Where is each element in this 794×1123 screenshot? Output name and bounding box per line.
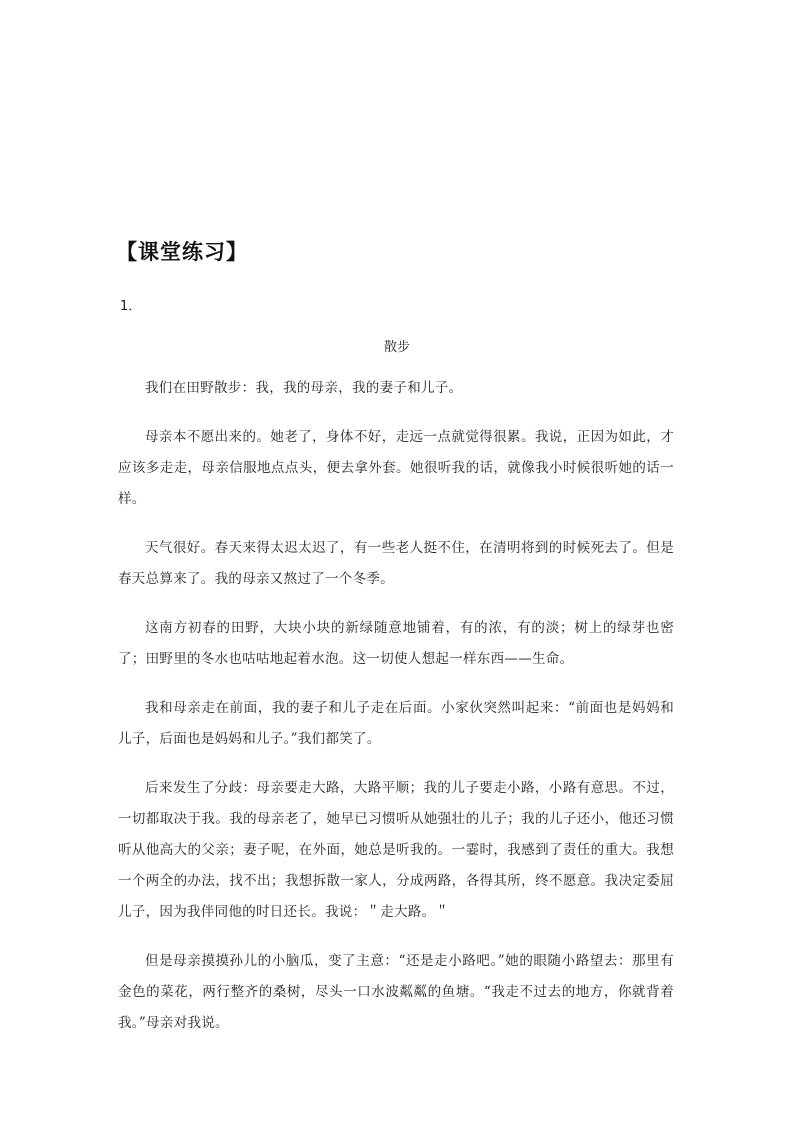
essay-title: 散步 <box>383 340 410 355</box>
essay-body <box>118 373 674 1057</box>
essay-paragraph-3: 天气很好。春天来得太迟太迟了，有一些老人挺不住，在清明将到的时候死去了。但是春天总算来了。我的母亲又熬过了一个冬季。 <box>118 540 674 587</box>
question-number: 1． <box>120 299 142 314</box>
essay-paragraph-4: 这南方初春的田野，大块小块的新绿随意地铺着，有的浓，有的淡；树上的绿芽也密了；田野里的冬水也咕咕地起着水泡。这一切使人想起一样东西——生命。 <box>118 620 674 667</box>
essay-paragraph-1: 我们在田野散步：我，我的母亲，我的妻子和儿子。 <box>145 380 463 396</box>
essay-paragraph-5: 我和母亲走在前面，我的妻子和儿子走在后面。小家伙突然叫起来：“前面也是妈妈和儿子，后面也是妈妈和儿子。”我们都笑了。 <box>118 700 674 747</box>
section-heading: 【课堂练习】 <box>116 240 248 264</box>
essay-paragraph-6: 后来发生了分歧：母亲要走大路，大路平顺；我的儿子要走小路，小路有意思。不过，一切都取决于我。我的母亲老了，她早已习惯听从她强壮的儿子；我的儿子还小，他还习惯听从他高大的父亲；妻子呢，在外面，她总是听我的。一霎时，我感到了责任的重大。我想一个两全的办法，找不出；我想拆散一家人，分成两路，各得其所，终不愿意。我决定委屈儿子，因为我伴同他的时日还长。我说：＂走大路。＂ <box>118 780 674 920</box>
essay-paragraph-7: 但是母亲摸摸孙儿的小脑瓜，变了主意：“还是走小路吧。”她的眼随小路望去：那里有金色的菜花，两行整齐的桑树，尽头一口水波粼粼的鱼塘。“我走不过去的地方，你就背着我。”母亲对我说。 <box>118 953 674 1031</box>
essay-paragraph-2: 母亲本不愿出来的。她老了，身体不好，走远一点就觉得很累。我说，正因为如此，才应该多走走，母亲信服地点点头，便去拿外套。她很听我的话，就像我小时候很听她的话一样。 <box>118 429 674 507</box>
